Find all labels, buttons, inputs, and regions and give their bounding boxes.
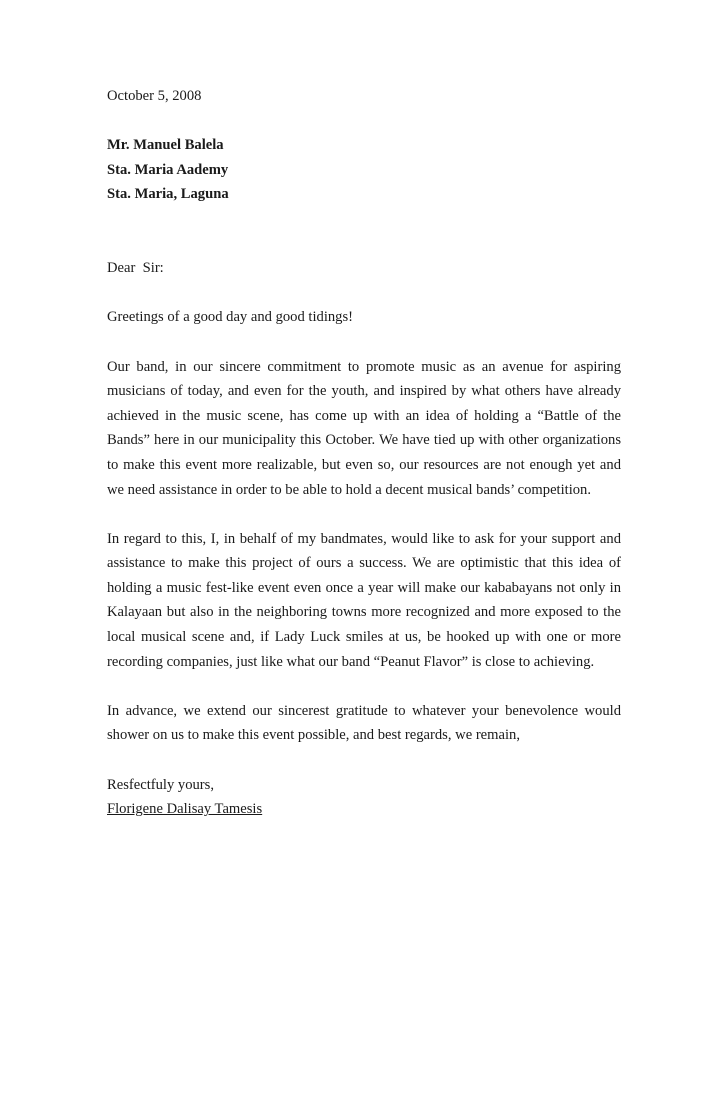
body-paragraph: In advance, we extend our sincerest gratitude to whatever your benevolence would shower on us to make this event possible, and best regards, we remain, (107, 702, 621, 744)
letter (107, 84, 621, 822)
recipient-name: Mr. Manuel Balela (107, 137, 224, 154)
signature: Florigene Dalisay Tamesis (107, 801, 263, 818)
recipient-location: Sta. Maria, Laguna (107, 186, 229, 203)
recipient-institution: Sta. Maria Aademy (107, 161, 229, 178)
body-paragraph: In regard to this, I, in behalf of my bandmates, would like to ask for your support and assistance to make this project of ours a success. We are optimistic that this idea of holding a music fest-like event even once a year will make our kababayans not only in Kalayaan but also in the neighboring towns more recognized and more exposed to the local musical scene and, if Lady Luck smiles at us, be hooked up with one or more recording companies, just like what our band “Peanut Flavor” is close to achieving. (107, 530, 621, 670)
salutation: Dear Sir: (107, 260, 164, 277)
letter-date: October 5, 2008 (107, 88, 202, 104)
greeting: Greetings of a good day and good tidings! (107, 309, 354, 326)
body-paragraph: Our band, in our sincere commitment to promote music as an avenue for aspiring musicians of today, and even for the youth, and inspired by what others have already achieved in the music scene, has come up with an idea of holding a “Battle of the Bands” here in our municipality this October. We have tied up with other organizations to make this event more realizable, but even so, our resources are not enough yet and we need assistance in order to be able to hold a decent musical bands’ competition. (107, 358, 621, 498)
closing: Resfectfuly yours, (107, 776, 214, 793)
recipient-block (107, 133, 621, 207)
